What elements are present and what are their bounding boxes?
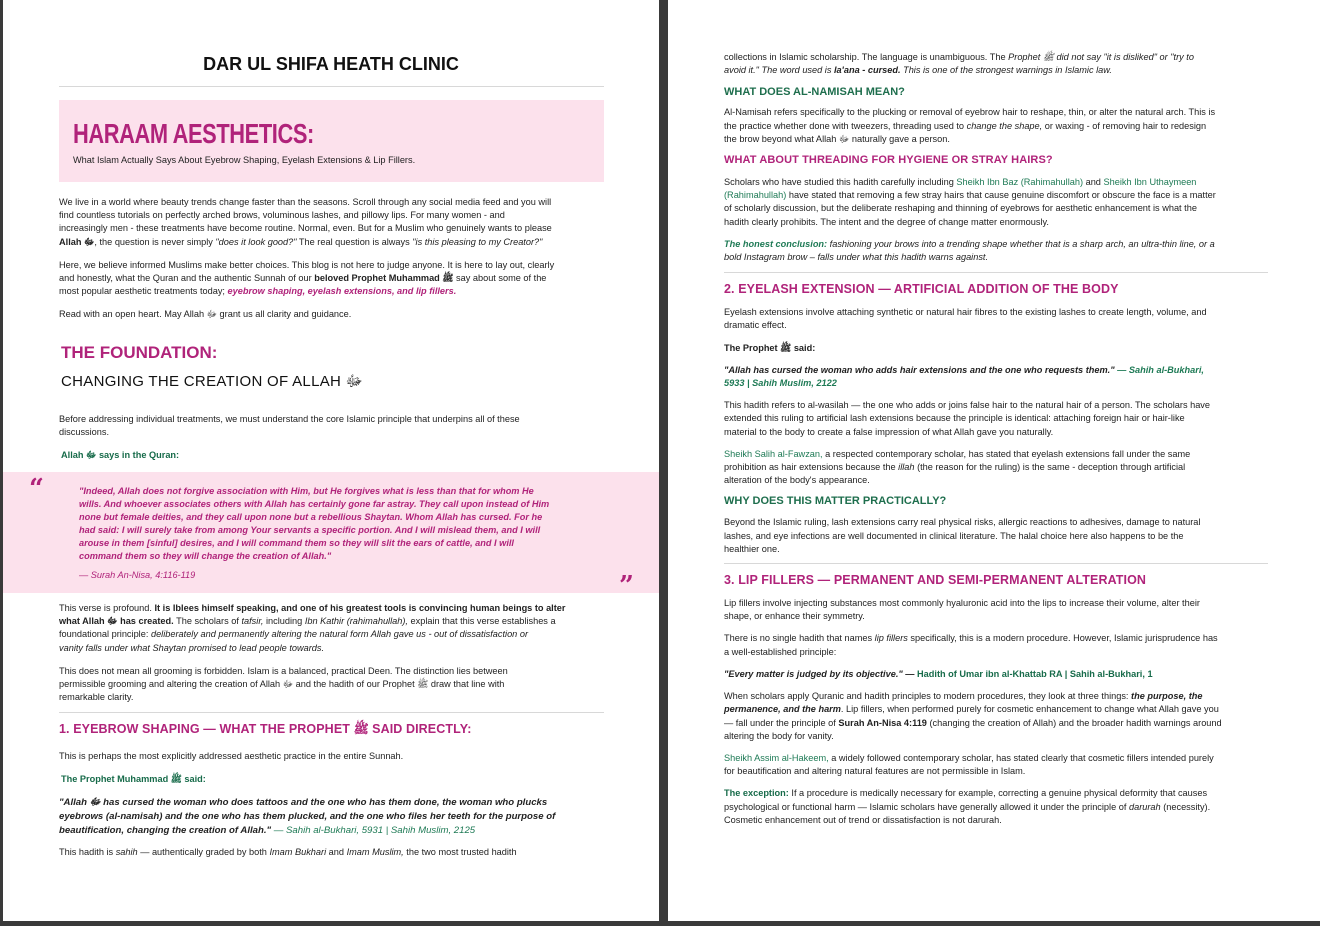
paragraph-line: Al-Namisah refers specifically to the plucking or removal of eyebrow hair to reshape, thin, or alter the natural arch. This is bbox=[724, 107, 1216, 118]
paragraph-line bbox=[724, 176, 1268, 189]
eyebrow-section bbox=[59, 722, 603, 860]
italic-run: This is one of the strongest warnings in Islamic law. bbox=[900, 65, 1112, 76]
hadith-line: "Allah ﷻ has cursed the woman who does tattoos and the one who has them done, the woman who plucks bbox=[59, 797, 548, 809]
section-divider bbox=[724, 563, 1268, 564]
paragraph-line: shape, or enhance their symmetry. bbox=[724, 611, 865, 622]
hadith-quote bbox=[59, 796, 603, 838]
text-run: collections in Islamic scholarship. The language is unambiguous. The bbox=[724, 52, 1009, 62]
text-run: , the question is never simply bbox=[94, 236, 216, 247]
section-2-heading: 2. EYELASH EXTENSION — ARTIFICIAL ADDITION OF THE BODY bbox=[724, 282, 1119, 297]
honest-conclusion-label: The honest conclusion: bbox=[724, 238, 828, 249]
why-heading: WHY DOES THIS MATTER PRACTICALLY? bbox=[724, 495, 947, 508]
bold-run: beautification, changing the creation of Allah." bbox=[59, 825, 272, 837]
paragraph-line bbox=[724, 801, 1268, 814]
foundation-subtitle: CHANGING THE CREATION OF ALLAH ﷻ bbox=[61, 373, 363, 390]
text-run: . Lip fillers, when performed purely for cosmetic enhancement to change what Allah gave you bbox=[840, 704, 1219, 715]
hadith-source: — Sahih al-Bukhari, bbox=[1114, 364, 1204, 375]
paragraph-line bbox=[59, 846, 603, 859]
close-quote-icon: ” bbox=[619, 571, 634, 601]
text-run: most popular aesthetic treatments today; bbox=[59, 286, 228, 297]
hadith-line: eyebrows (al-namisah) and the one who has them plucked, and the one who files her teeth for the purpose of bbox=[59, 811, 556, 823]
prophet-text: beloved Prophet Muhammad ﷺ bbox=[314, 273, 454, 284]
text-run: a widely followed contemporary scholar, has stated clearly that cosmetic fillers intended purely bbox=[828, 752, 1214, 763]
paragraph-line: discussions. bbox=[59, 427, 110, 438]
italic-run: lip fillers bbox=[874, 633, 908, 644]
italic-run: Ibn Kathir (rahimahullah), bbox=[304, 616, 408, 627]
italic-run: deliberately and permanently altering the natural form Allah gave us - out of dissatisfaction or bbox=[150, 629, 529, 640]
text-run: — authentically graded by both bbox=[137, 847, 270, 858]
text-run: This verse is profound. bbox=[59, 603, 155, 613]
document-page-1 bbox=[3, 0, 659, 921]
quran-source: — Surah An-Nisa, 4:116-119 bbox=[79, 570, 196, 580]
paragraph-line bbox=[724, 752, 1268, 765]
paragraph-line: hadith clearly prohibits. The intent and the degree of change matter enormously. bbox=[724, 216, 1049, 227]
text-run: including bbox=[263, 616, 305, 627]
paragraph-line: the brow beyond what Allah ﷻ naturally gave a person. bbox=[724, 133, 950, 144]
bold-run: permanence, and the harm bbox=[724, 704, 841, 715]
clinic-name: DAR UL SHIFA HEATH CLINIC bbox=[203, 54, 459, 74]
hadith-source: Hadith of Umar ibn al-Khattab RA | Sahih al-Bukhari, 1 bbox=[917, 668, 1153, 679]
paragraph-line: for beautification and altering natural features are not permissible in Islam. bbox=[724, 766, 1026, 777]
paragraph-line: alteration of the body's appearance. bbox=[724, 475, 870, 486]
quote-line: command them so they will change the creation of Allah." bbox=[79, 550, 332, 561]
paragraph-line bbox=[59, 602, 603, 615]
threading-heading: WHAT ABOUT THREADING FOR HYGIENE OR STRAY HAIRS? bbox=[724, 154, 1053, 167]
quote-text: "does it look good?" bbox=[215, 236, 297, 247]
italic-run: Imam Bukhari bbox=[269, 847, 327, 858]
text-run: have stated that removing a few stray hairs that cause genuine discomfort or obscure the face is a matter bbox=[786, 190, 1216, 201]
paragraph-line: Here, we believe informed Muslims make better choices. This blog is not here to judge anyone. It is here to lay out, clearly bbox=[59, 259, 555, 270]
paragraph-line: dramatic effect. bbox=[724, 320, 787, 331]
paragraph-line bbox=[724, 448, 1268, 461]
prophet-said-label: The Prophet ﷺ said: bbox=[724, 342, 816, 353]
paragraph-line bbox=[724, 717, 1268, 730]
quote-line: none but female deities, and they call upon none but a rebellious Shaytan. Whom Allah has cursed. For he bbox=[79, 511, 543, 522]
text-run: and honestly, what the Quran and the authentic Sunnah of our bbox=[59, 273, 315, 284]
scholar-name: Sheikh Ibn Uthaymeen bbox=[1103, 177, 1197, 188]
paragraph-line bbox=[59, 236, 603, 249]
open-quote-icon: “ bbox=[29, 474, 44, 504]
italic-run: Prophet ﷺ did not say "it is disliked" or "try to bbox=[1008, 52, 1194, 62]
paragraph-line: Eyelash extensions involve attaching synthetic or natural hair fibres to the existing lashes to create length, volume, and bbox=[724, 307, 1207, 318]
italic-run: change the shape, bbox=[966, 120, 1043, 131]
italic-run: Imam Muslim, bbox=[346, 847, 404, 858]
text-run: or waxing - of removing hair to redesign bbox=[1042, 120, 1207, 131]
paragraph-line: This does not mean all grooming is forbidden. Islam is a balanced, practical Deen. The distinction lies between bbox=[59, 665, 508, 676]
allah-says-label: Allah ﷻ says in the Quran: bbox=[61, 450, 180, 461]
header-divider bbox=[59, 86, 604, 87]
paragraph-line: material to the body to create a false impression of what Allah gave you naturally. bbox=[724, 426, 1054, 437]
paragraph-line: Lip fillers involve injecting substances most commonly hyaluronic acid into the lips to increase their volume, alter their bbox=[724, 598, 1200, 609]
text-run: If a procedure is medically necessary for example, correcting a genuine physical deformity that causes bbox=[788, 788, 1208, 799]
text-run: (the reason for the ruling) is the same - deception through artificial bbox=[914, 462, 1186, 473]
prophet-said-label: The Prophet Muhammad ﷺ said: bbox=[61, 774, 206, 785]
paragraph-line bbox=[724, 189, 1268, 202]
paragraph-line: increasingly men - these treatments have become routine. Normal, even. But for a Muslim who genuinely wants to please bbox=[59, 223, 552, 234]
paragraph-line bbox=[724, 703, 1268, 716]
scholar-name: Sheikh Assim al-Hakeem, bbox=[724, 752, 829, 763]
text-run: — bbox=[902, 668, 918, 679]
intro-section bbox=[59, 196, 603, 322]
quote-line: had said: I will surely take from among Your servants a specific portion. And I will mislead them, and I will bbox=[79, 524, 541, 535]
italic-run: illah bbox=[898, 462, 915, 473]
quote-text: "is this pleasing to my Creator?" bbox=[412, 236, 543, 247]
profound-section bbox=[59, 602, 603, 704]
paragraph-line bbox=[59, 285, 603, 298]
text-run: The scholars of bbox=[173, 616, 242, 627]
paragraph-line bbox=[59, 272, 603, 285]
paragraph-line: lashes, and eye infections are well documented in clinical literature. The halal choice here also happens to be the bbox=[724, 530, 1184, 541]
italic-run: tafsir, bbox=[241, 616, 264, 627]
paragraph-line bbox=[724, 632, 1268, 645]
italic-run: sahih bbox=[115, 847, 138, 858]
paragraph-line bbox=[59, 615, 603, 628]
text-run: foundational principle: bbox=[59, 629, 151, 640]
bold-run: la'ana - cursed. bbox=[834, 65, 901, 76]
text-run: There is no single hadith that names bbox=[724, 633, 875, 644]
paragraph-line: of scholarly discussion, but the deliberate reshaping and thinning of eyebrows for aesthetic enhancement is what the bbox=[724, 203, 1197, 214]
text-run: a respected contemporary scholar, has stated that eyelash extensions fall under the same bbox=[822, 448, 1191, 459]
section-divider bbox=[59, 712, 604, 713]
paragraph-line: altering the body for vanity. bbox=[724, 730, 834, 741]
text-run: Scholars who have studied this hadith carefully including bbox=[724, 177, 957, 188]
foundation-section bbox=[59, 413, 603, 463]
bold-run: Surah An-Nisa 4:119 bbox=[838, 717, 927, 728]
paragraph-line: Cosmetic enhancement out of trend or dissatisfaction is not darurah. bbox=[724, 814, 1002, 825]
paragraph-line: vanity falls under what Shaytan promised to lead people towards. bbox=[59, 642, 325, 653]
scholar-name: Sheikh Salih al-Fawzan, bbox=[724, 448, 823, 459]
foundation-title: THE FOUNDATION: bbox=[61, 343, 218, 362]
bold-run: It is Iblees himself speaking, and one of his greatest tools is convincing human beings to alter bbox=[154, 603, 566, 613]
paragraph-line: permissible grooming and altering the creation of Allah ﷻ and the hadith of our Prophet ﷺ draw that line with bbox=[59, 679, 505, 690]
paragraph-line bbox=[724, 238, 1268, 251]
paragraph-line bbox=[724, 461, 1268, 474]
document-page-2 bbox=[668, 0, 1320, 921]
paragraph-line: healthier one. bbox=[724, 543, 780, 554]
title-banner bbox=[59, 100, 604, 182]
hadith-line bbox=[724, 668, 1268, 681]
paragraph-line bbox=[59, 628, 603, 641]
text-run: the two most trusted hadith bbox=[403, 847, 517, 858]
treatments-highlight: eyebrow shaping, eyelash extensions, and lip fillers. bbox=[227, 286, 457, 297]
text-run: The real question is always bbox=[296, 236, 413, 247]
paragraph-line: a well-established principle: bbox=[724, 646, 837, 657]
italic-run: darurah bbox=[1128, 801, 1161, 812]
paragraph-line: extended this ruling to artificial lash extensions because the principle is identical: attaching foreign hair or hair-like bbox=[724, 413, 1185, 424]
hadith-source: — Sahih al-Bukhari, 5931 | Sahih Muslim, 2125 bbox=[271, 825, 476, 837]
exception-label: The exception: bbox=[724, 788, 789, 799]
scholar-name: Sheikh Ibn Baz (Rahimahullah) bbox=[956, 177, 1084, 188]
text-run: say about some of the bbox=[453, 273, 547, 284]
text-run: and bbox=[326, 847, 347, 858]
paragraph-line: Before addressing individual treatments, we must understand the core Islamic principle that underpins all of these bbox=[59, 414, 520, 424]
text-run: the practice whether done with tweezers, threading used to bbox=[724, 120, 967, 131]
quote-line: wills. And whoever associates others with Allah has certainly gone far astray. They call upon instead of Him bbox=[79, 498, 550, 509]
section-1-heading: 1. EYEBROW SHAPING — WHAT THE PROPHET ﷺ SAID DIRECTLY: bbox=[59, 722, 472, 736]
section-divider bbox=[724, 272, 1268, 273]
text-run: — fall under the principle of bbox=[724, 717, 839, 728]
paragraph-line bbox=[724, 787, 1268, 800]
text-run: prohibition as hair extensions because the bbox=[724, 462, 899, 473]
paragraph-line: remarkable clarity. bbox=[59, 692, 134, 703]
paragraph-line bbox=[724, 51, 1268, 64]
scholar-name: (Rahimahullah) bbox=[724, 190, 787, 201]
text-run: (changing the creation of Allah) and the broader hadith warnings around bbox=[926, 717, 1222, 728]
quote-line: arouse in them [sinful] desires, and I will command them so they will slit the ears of cattle, and I will bbox=[79, 537, 514, 548]
article-subtitle: What Islam Actually Says About Eyebrow Shaping, Eyelash Extensions & Lip Fillers. bbox=[73, 155, 416, 165]
italic-run: avoid it." The word used is bbox=[724, 65, 834, 76]
quran-quote-text bbox=[79, 485, 579, 562]
italic-run: fashioning your brows into a trending shape whether that is a sharp arch, an ultra-thin line, or a bbox=[827, 238, 1215, 249]
namisah-heading: WHAT DOES AL-NAMISAH MEAN? bbox=[724, 86, 905, 99]
paragraph-line: Read with an open heart. May Allah ﷻ grant us all clarity and guidance. bbox=[59, 309, 352, 320]
paragraph-line: bold Instagram brow – falls under what this hadith warns against. bbox=[724, 252, 989, 263]
quran-quote-block bbox=[3, 472, 659, 593]
paragraph-line: This is perhaps the most explicitly addressed aesthetic practice in the entire Sunnah. bbox=[59, 751, 404, 761]
text-run: psychological or functional harm — Islamic scholars have generally allowed it under the principle of bbox=[724, 801, 1129, 812]
paragraph-line bbox=[724, 690, 1268, 703]
text-run: and bbox=[1083, 177, 1104, 188]
article-title: HARAAM AESTHETICS: bbox=[73, 118, 314, 149]
text-run: specifically, this is a modern procedure. However, Islamic jurisprudence has bbox=[907, 633, 1218, 644]
text-run: This hadith is bbox=[59, 847, 116, 858]
hadith-line bbox=[724, 364, 1268, 377]
paragraph-line: Beyond the Islamic ruling, lash extensions carry real physical risks, allergic reactions to adhesives, damage to natural bbox=[724, 517, 1201, 528]
bold-run: the purpose, the bbox=[1131, 691, 1203, 702]
bold-run: "Allah has cursed the woman who adds hair extensions and the one who requests them." bbox=[724, 364, 1115, 375]
text-run: When scholars apply Quranic and hadith principles to modern procedures, they look at three things: bbox=[724, 691, 1132, 702]
quote-line: "Indeed, Allah does not forgive association with Him, but He forgives what is less than that for whom He bbox=[79, 486, 534, 496]
hadith-line bbox=[59, 824, 603, 838]
paragraph-line bbox=[724, 64, 1268, 77]
paragraph-line: This hadith refers to al-wasilah — the one who adds or joins false hair to the natural hair of a person. The scholars have bbox=[724, 400, 1211, 411]
allah-text: Allah ﷻ bbox=[59, 236, 95, 247]
paragraph-line: find countless tutorials on perfectly arched brows, voluminous lashes, and pillowy lips. For many women - and bbox=[59, 210, 505, 221]
text-run: explain that this verse establishes a bbox=[407, 616, 556, 627]
hadith-source: 5933 | Sahih Muslim, 2122 bbox=[724, 378, 837, 389]
bold-run: what Allah ﷻ has created. bbox=[59, 616, 174, 627]
paragraph-line: We live in a world where beauty trends change faster than the seasons. Scroll through any social media feed and you will bbox=[59, 197, 552, 207]
paragraph-line bbox=[724, 120, 1268, 133]
section-3-heading: 3. LIP FILLERS — PERMANENT AND SEMI-PERMANENT ALTERATION bbox=[724, 573, 1147, 588]
text-run: (necessity). bbox=[1160, 801, 1211, 812]
page2-content bbox=[724, 51, 1268, 827]
bold-run: "Every matter is judged by its objective." bbox=[724, 668, 903, 679]
